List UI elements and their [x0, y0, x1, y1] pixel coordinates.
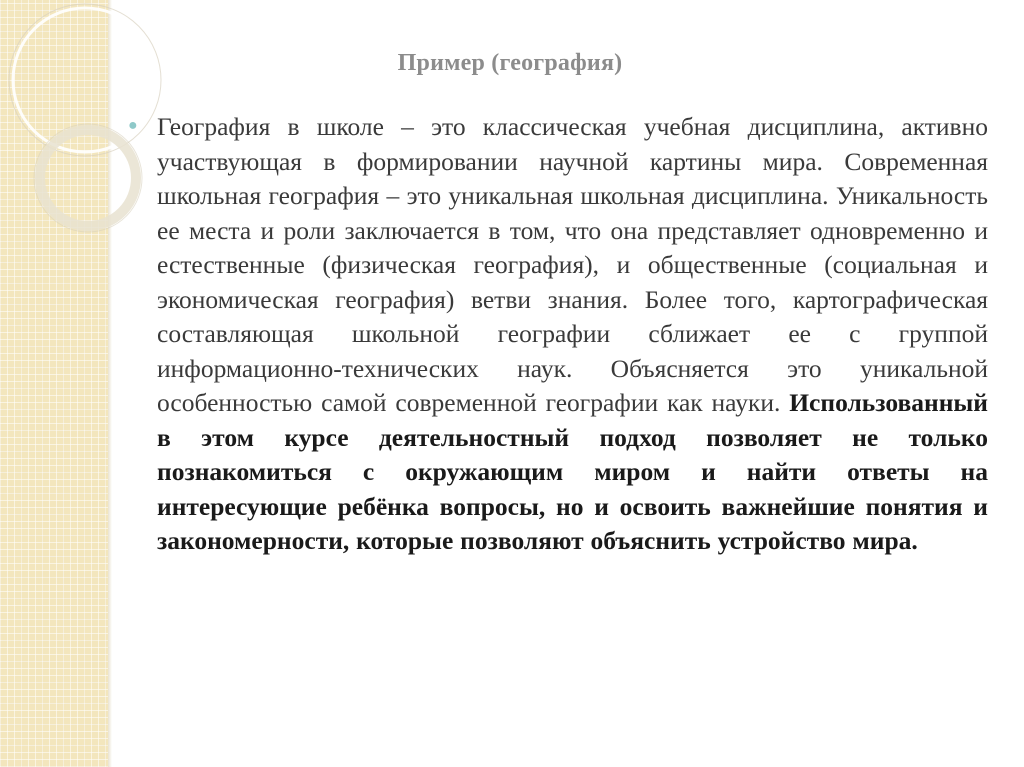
decorative-circle-small: [40, 130, 136, 226]
body-regular-text: География в школе – это классическая учебная дисциплина, активно участвующая в формировании научной картины мира. Современная школьная география – это уникальная школьная дисциплина. Уникальность ее места и роли заключается в том, что она представляет одновременно и естественные (физическая география), и общественные (социальная и экономическая география) ветви знания. Более того, картографическая составляющая школьной географии сближает ее с группой информационно-технических наук. Объясняется это уникальной особенностью самой современной географии как науки.: [157, 112, 988, 417]
slide-title: Пример (география): [397, 50, 623, 76]
body-bold-text: Использованный в этом курсе деятельностный подход позволяет не только познакомиться с окружающим миром и найти ответы на интересующие ребёнка вопросы, но и освоить важнейшие понятия и закономерности, которые позволяют объяснить устройство мира.: [157, 388, 988, 555]
slide-content: [126, 110, 988, 559]
decorative-circles-icon: [0, 0, 140, 260]
bullet-icon: ●: [128, 117, 138, 134]
body-paragraph: [157, 110, 988, 559]
